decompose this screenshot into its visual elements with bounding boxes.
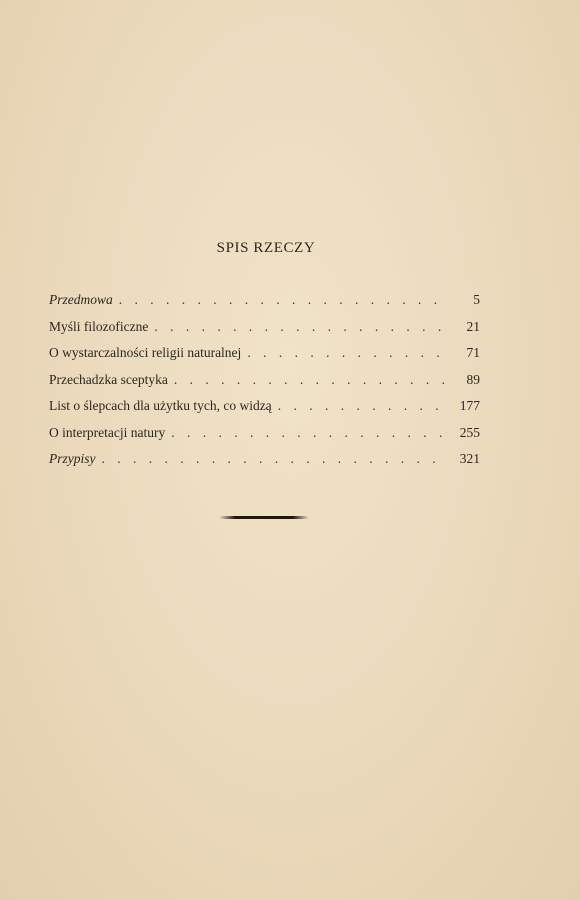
toc-entry-title: List o ślepcach dla użytku tych, co widzą (49, 398, 272, 413)
dot-leader (171, 425, 446, 441)
toc-entry-title: O wystarczalności religii naturalnej (49, 345, 242, 360)
dot-leader (154, 319, 446, 335)
toc-entry-title: Przechadzka sceptyka (49, 371, 168, 387)
toc-entry-page: 255 (459, 424, 480, 440)
dot-leader (278, 398, 446, 414)
toc-entry-page: 71 (466, 345, 480, 360)
toc-entry (49, 398, 480, 425)
toc-entry-title: Przedmowa (49, 292, 113, 307)
dot-leader (247, 345, 446, 361)
toc-entry-title: Przypisy (49, 451, 96, 466)
toc-entry (49, 345, 480, 372)
toc-entry (49, 319, 480, 346)
toc-entry-page: 177 (459, 398, 480, 413)
toc-entry-title: O interpretacji natury (49, 424, 166, 440)
dot-leader (174, 372, 446, 388)
toc-entry-page: 321 (459, 451, 480, 466)
toc-entry (49, 425, 480, 452)
toc-entry-page: 5 (473, 292, 480, 307)
ornamental-rule (219, 516, 309, 519)
toc-entry-page: 21 (466, 318, 480, 334)
toc-entry (49, 292, 480, 319)
page-title: SPIS RZECZY (216, 240, 316, 256)
table-of-contents (49, 292, 480, 478)
toc-entry (49, 372, 480, 399)
dot-leader (119, 292, 446, 308)
toc-entry-title: Myśli filozoficzne (49, 318, 149, 334)
toc-entry-page: 89 (466, 371, 480, 387)
dot-leader (102, 451, 447, 467)
toc-entry (49, 451, 480, 478)
